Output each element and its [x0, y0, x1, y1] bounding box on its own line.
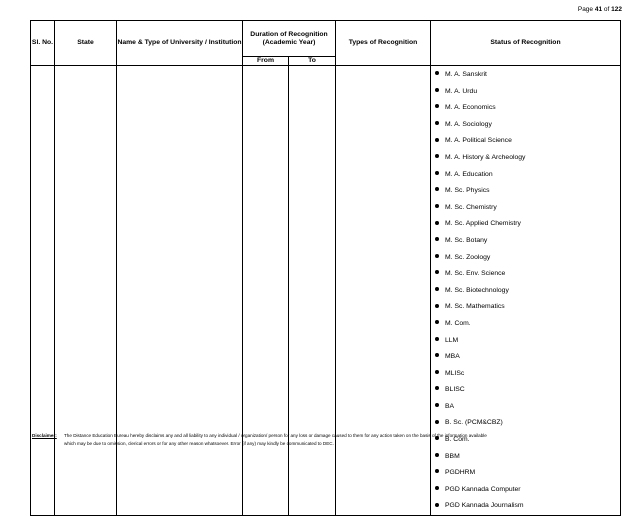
- list-item: [431, 349, 620, 366]
- list-item: [431, 183, 620, 200]
- status-item-label: M. A. Education: [445, 170, 493, 178]
- list-item: [431, 167, 620, 184]
- status-item-label: BA: [445, 402, 455, 410]
- bullet-icon: [435, 353, 439, 357]
- page-current: 41: [594, 6, 603, 13]
- list-item: [431, 482, 620, 499]
- status-item-label: M. A. History & Archeology: [445, 153, 526, 161]
- bullet-icon: [435, 503, 439, 507]
- list-item: [431, 100, 620, 117]
- status-item-label: M. A. Political Science: [445, 137, 512, 145]
- cell-sl-no: [31, 66, 55, 516]
- header-state: State: [55, 21, 117, 66]
- status-item-label: M. Sc. Mathematics: [445, 303, 505, 311]
- bullet-icon: [435, 287, 439, 291]
- list-item: [431, 399, 620, 416]
- bullet-icon: [435, 88, 439, 92]
- bullet-icon: [435, 386, 439, 390]
- list-item: [431, 415, 620, 432]
- list-item: [431, 333, 620, 350]
- bullet-icon: [435, 187, 439, 191]
- list-item: [431, 117, 620, 134]
- header-from: From: [243, 57, 289, 66]
- header-types: Types of Recognition: [336, 21, 431, 66]
- status-item-label: B. Com.: [445, 436, 470, 444]
- status-item-label: LLM: [445, 336, 459, 344]
- cell-state: [55, 66, 117, 516]
- page-label: Page: [577, 6, 594, 13]
- list-item: [431, 250, 620, 267]
- bullet-icon: [435, 104, 439, 108]
- bullet-icon: [435, 204, 439, 208]
- status-item-label: M. A. Sanskrit: [445, 71, 487, 78]
- disclaimer-text: [64, 432, 620, 448]
- list-item: [431, 200, 620, 217]
- list-item: [431, 150, 620, 167]
- bullet-icon: [435, 486, 439, 490]
- page-number: [578, 6, 622, 13]
- bullet-icon: [435, 337, 439, 341]
- disclaimer-line: The Distance Education Bureau hereby disclaims any and all liability to any individual / organization/ person for any loss or damage caused to them for any action taken on the basis of the information available: [64, 433, 487, 438]
- list-item: [431, 316, 620, 333]
- cell-from: [243, 66, 289, 516]
- status-item-label: M. Sc. Env. Science: [445, 270, 506, 278]
- bullet-icon: [435, 237, 439, 241]
- header-to: To: [289, 57, 336, 66]
- status-item-label: M. Sc. Botany: [445, 236, 488, 244]
- bullet-icon: [435, 138, 439, 142]
- list-item: [431, 216, 620, 233]
- bullet-icon: [435, 254, 439, 258]
- header-duration: Duration of Recognition (Academic Year): [243, 21, 336, 57]
- page-of: of: [603, 6, 610, 13]
- list-item: [431, 382, 620, 399]
- status-item-label: M. Com.: [445, 319, 471, 327]
- cell-types: [336, 66, 431, 516]
- list-item: [431, 67, 620, 84]
- bullet-icon: [435, 469, 439, 473]
- list-item: [431, 366, 620, 383]
- cell-name-type: [117, 66, 243, 516]
- bullet-icon: [435, 403, 439, 407]
- list-item: [431, 266, 620, 283]
- list-item: [431, 133, 620, 150]
- bullet-icon: [435, 121, 439, 125]
- list-item: [431, 299, 620, 316]
- status-item-label: MBA: [445, 353, 460, 361]
- header-status: Status of Recognition: [431, 21, 621, 66]
- list-item: [431, 283, 620, 300]
- cell-status: [431, 66, 621, 516]
- header-name-type: Name & Type of University / Institution: [117, 21, 243, 66]
- bullet-icon: [435, 453, 439, 457]
- status-item-label: BBM: [445, 452, 460, 460]
- list-item: [431, 465, 620, 482]
- status-item-label: M. A. Urdu: [445, 87, 478, 95]
- disclaimer-label: Disclaimer:: [32, 433, 57, 438]
- bullet-icon: [435, 270, 439, 274]
- status-item-label: M. Sc. Chemistry: [445, 203, 497, 211]
- status-item-label: B. Sc. (PCM&CBZ): [445, 419, 503, 427]
- status-item-label: PGDHRM: [445, 469, 476, 477]
- status-item-label: M. A. Economics: [445, 104, 496, 112]
- list-item: [431, 84, 620, 101]
- status-item-label: M. Sc. Physics: [445, 187, 490, 195]
- status-item-label: M. Sc. Biotechnology: [445, 286, 509, 294]
- table-row: [31, 66, 621, 516]
- header-sl-no: Sl. No.: [31, 21, 55, 66]
- status-item-label: M. A. Sociology: [445, 120, 492, 128]
- bullet-icon: [435, 304, 439, 308]
- bullet-icon: [435, 71, 439, 75]
- bullet-icon: [435, 420, 439, 424]
- list-item: [431, 449, 620, 466]
- status-item-label: BLISC: [445, 386, 465, 394]
- list-item: [431, 498, 620, 515]
- status-item-label: MLISc: [445, 369, 465, 377]
- cell-to: [289, 66, 336, 516]
- list-item: [431, 233, 620, 250]
- status-item-label: M. Sc. Applied Chemistry: [445, 220, 521, 228]
- disclaimer-line: which may be due to omission, clerical errors or for any other reason whatsoever. Error (if any) may kindly be communicated to DEC.: [64, 441, 334, 446]
- status-item-label: M. Sc. Zoology: [445, 253, 491, 261]
- bullet-icon: [435, 221, 439, 225]
- status-item-label: PGD Kannada Computer: [445, 485, 521, 493]
- status-item-label: PGD Kannada Journalism: [445, 502, 524, 510]
- bullet-icon: [435, 171, 439, 175]
- bullet-icon: [435, 320, 439, 324]
- bullet-icon: [435, 370, 439, 374]
- page-total: 122: [611, 6, 622, 13]
- bullet-icon: [435, 154, 439, 158]
